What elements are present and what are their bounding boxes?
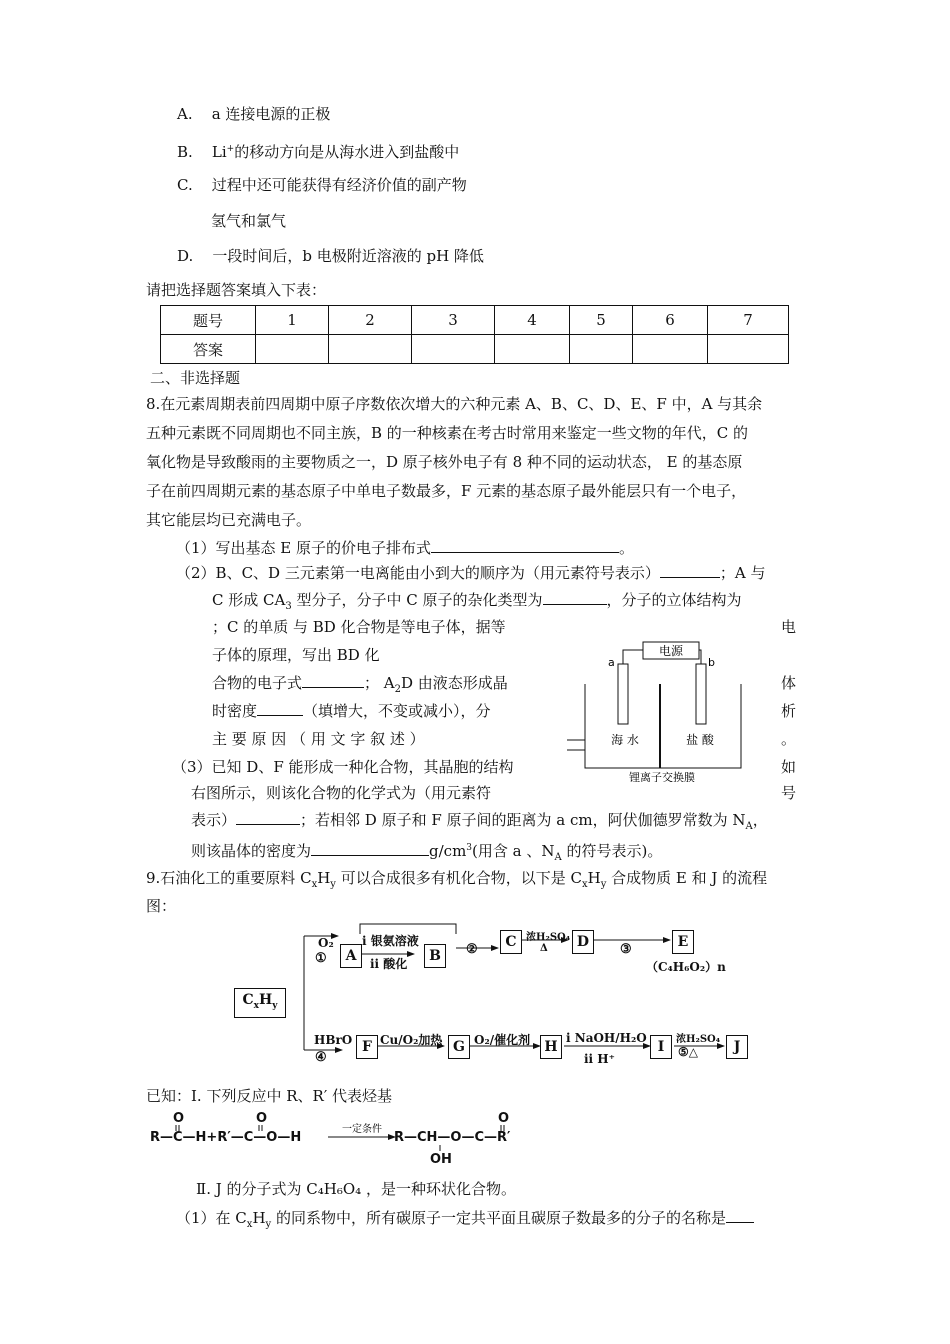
answer-cell-1[interactable] (256, 335, 329, 364)
svg-text:R—C—H+R′—C—O—H: R—C—H+R′—C—O—H (150, 1130, 302, 1145)
table-cell: 1 (256, 306, 329, 335)
q8-part2e-sub: 2 (394, 684, 401, 695)
answer-blank[interactable] (236, 810, 300, 825)
q8-part3d-unit: g/cm (429, 842, 467, 860)
known-ii: Ⅱ. J 的分子式为 C₄H₆O₄ ，是一种环状化合物。 (196, 1180, 516, 1198)
answer-cell-3[interactable] (412, 335, 495, 364)
q8-part3c-end2: ， (752, 811, 768, 829)
answer-cell-5[interactable] (570, 335, 633, 364)
q8-part2f-text: 时密度 (212, 702, 258, 720)
flow-step5: ⑤△ (678, 1045, 698, 1059)
q8-part2a (176, 563, 765, 583)
q8-part3c-sub: A (745, 821, 753, 832)
electrode-b-label: b (708, 656, 715, 669)
q8-line3: 氧化物是导致酸雨的主要物质之一，D 原子核外电子有 8 种不同的运动状态， E 的基态原 (146, 453, 743, 471)
q9-part1-pre: （1）在 C (176, 1209, 247, 1227)
q8-part3c-text: 表示） (191, 811, 237, 829)
flow-box-j: J (726, 1035, 748, 1059)
answer-blank[interactable] (311, 841, 429, 856)
answer-intro: 请把选择题答案填入下表： (146, 281, 327, 299)
q8-part2b-sub: 3 (285, 601, 292, 612)
answer-cell-4[interactable] (495, 335, 570, 364)
q9-line1-end: 合成物质 E 和 J 的流程 (606, 869, 768, 887)
q9-sub-y: y (330, 879, 336, 890)
table-head-number: 题号 (161, 306, 256, 335)
section-heading: 二、非选择题 (150, 369, 241, 387)
q8-part3d-end: (用含 a 、N (472, 842, 555, 860)
q9-line1 (146, 868, 767, 895)
q8-part2g-right: 。 (781, 730, 797, 748)
reaction-equation (150, 1110, 550, 1165)
flow-conc-h2so4: 浓H₂SO₄ (526, 932, 571, 943)
q8-part2d: 子体的原理，写出 BD 化 (212, 646, 380, 664)
flow-step1: ① (315, 951, 327, 966)
q8-part2f-right: 析 (781, 702, 797, 720)
flow-box-e: E (672, 930, 694, 954)
wire-left (623, 650, 643, 664)
q9-sub-y2: y (600, 879, 607, 890)
cell-tank (585, 684, 741, 768)
q8-part3c-end: ；若相邻 D 原子和 F 原子间的距离为 a cm，阿伏伽德罗常数为 N (300, 811, 746, 829)
electrode-a-label: a (608, 656, 615, 669)
q9-h: H (317, 869, 331, 887)
q8-part3c (191, 810, 768, 837)
svg-text:O: O (256, 1111, 268, 1126)
flow-hbro: HBrO (314, 1033, 353, 1047)
svg-text:O: O (173, 1111, 185, 1126)
option-d-text: 一段时间后，b 电极附近溶液的 pH 降低 (212, 247, 484, 265)
q8-part2b (212, 590, 742, 617)
power-label: 电源 (658, 644, 684, 658)
q8-part1-text: （1）写出基态 E 原子的价电子排布式 (176, 539, 432, 557)
q8-part3d-text: 则该晶体的密度为 (191, 842, 312, 860)
flow-box-h: H (540, 1035, 562, 1059)
option-c-text: 过程中还可能获得有经济价值的副产物 (211, 176, 467, 194)
q8-part2a-text: （2）B、C、D 三元素第一电离能由小到大的顺序为（用元素符号表示） (176, 564, 660, 582)
q8-part2f (212, 701, 491, 721)
q8-part3b: 右图所示，则该化合物的化学式为（用元素符 (191, 784, 492, 802)
q9-part1-end: 的同系物中，所有碳原子一定共平面且碳原子数最多的分子的名称是 (271, 1209, 726, 1227)
answer-cell-6[interactable] (633, 335, 708, 364)
flow-ii-h: ii H⁺ (584, 1052, 615, 1066)
svg-text:O: O (498, 1111, 510, 1126)
q8-part1-end: 。 (619, 539, 635, 557)
q8-part2e-right: 体 (781, 674, 797, 692)
option-a-label: A. (177, 105, 193, 123)
left-solution-label: 海 水 (611, 733, 639, 747)
table-cell: 3 (412, 306, 495, 335)
q8-part3a: （3）已知 D、F 能形成一种化合物，其晶胞的结构 (172, 758, 514, 776)
right-solution-label: 盐 酸 (686, 733, 714, 747)
electrode-a (618, 664, 628, 724)
option-c-text2: 氢气和氯气 (211, 212, 287, 230)
flow-step2: ② (466, 942, 478, 957)
table-row (161, 306, 789, 335)
reaction-condition: 一定条件 (342, 1124, 382, 1135)
q8-part2e-text: 合物的电子式 (212, 674, 303, 692)
option-b-sup: + (226, 144, 235, 154)
flow-box-d: D (572, 930, 594, 954)
q8-part2c: ；C 的单质 与 BD 化合物是等电子体，据等 (212, 618, 506, 636)
option-b-text-post: 的移动方向是从海水进入到盐酸中 (234, 143, 460, 161)
flow-acid: ii 酸化 (370, 957, 408, 971)
q8-part2b-end: ，分子的立体结构为 (606, 591, 742, 609)
table-cell: 2 (329, 306, 412, 335)
q8-part3d-end2: 的符号表示)。 (561, 842, 663, 860)
electrolysis-cell-diagram (565, 640, 745, 782)
flow-step3: ③ (620, 942, 632, 957)
flow-box-f: F (356, 1035, 378, 1059)
option-a (177, 104, 330, 124)
flow-box-b: B (424, 944, 446, 968)
q8-line1: 8.在元素周期表前四周期中原子序数依次增大的六种元素 A、B、C、D、E、F 中，A 与其余 (146, 395, 763, 413)
answer-blank[interactable] (431, 538, 619, 553)
flow-e-formula: （C₄H₆O₂）n (646, 960, 726, 974)
answer-cell-2[interactable] (329, 335, 412, 364)
flow-delta: Δ (540, 943, 548, 954)
option-c (177, 175, 467, 195)
q9-line1-pre: 9.石油化工的重要原料 C (146, 869, 312, 887)
option-a-text: a 连接电源的正极 (211, 105, 331, 123)
flow-box-start: $C_xH_y$ (234, 988, 286, 1018)
svg-text:R—CH—O—C—R′: R—CH—O—C—R′ (394, 1130, 511, 1145)
flow-cu-o2: Cu/O₂加热 (380, 1033, 443, 1047)
option-d (177, 246, 484, 266)
flow-naoh: i NaOH/H₂O (566, 1031, 647, 1045)
q8-line4: 子在前四周期元素的基态原子中单电子数最多，F 元素的基态原子最外能层只有一个电子， (146, 482, 747, 500)
option-b-text-pre: Li (211, 143, 227, 161)
q8-line2: 五种元素既不同周期也不同主族，B 的一种核素在考古时常用来鉴定一些文物的年代，C 的 (146, 424, 749, 442)
q8-part1 (176, 538, 634, 558)
q8-part2b-pre: C 形成 CA (212, 591, 286, 609)
svg-text:OH: OH (430, 1152, 452, 1165)
flow-o2: O₂ (318, 936, 334, 950)
known-title: 已知：Ⅰ. 下列反应中 R、R′ 代表烃基 (146, 1087, 392, 1105)
q8-part3a-right: 如 (781, 758, 797, 776)
q8-part3b-right: 号 (781, 784, 797, 802)
option-d-label: D. (177, 247, 194, 265)
option-b (177, 139, 459, 162)
answer-blank[interactable] (660, 563, 720, 578)
q8-part2b-mid: 型分子，分子中 C 原子的杂化类型为 (291, 591, 543, 609)
q8-part2a-end: ；A 与 (719, 564, 766, 582)
table-cell: 6 (633, 306, 708, 335)
q9-line1-mid: 可以合成很多有机化合物，以下是 C (335, 869, 582, 887)
table-row (161, 335, 789, 364)
q9-h2: H (587, 869, 601, 887)
q9-line2: 图： (146, 897, 177, 915)
q8-part2c-right: 电 (781, 618, 797, 636)
table-cell: 5 (570, 306, 633, 335)
answer-blank[interactable] (543, 590, 607, 605)
q8-line5: 其它能层均已充满电子。 (146, 511, 312, 529)
flow-box-c: C (500, 930, 522, 954)
flow-silver: i 银氨溶液 (362, 934, 419, 948)
table-cell: 4 (495, 306, 570, 335)
flow-box-a: A (340, 944, 362, 968)
q8-part2g: 主 要 原 因 （ 用 文 字 叙 述 ） (212, 730, 425, 748)
q9-sub-x2: x (581, 879, 588, 890)
q9-part1-h: H (252, 1209, 266, 1227)
q9-part1 (176, 1208, 754, 1235)
q9-part1-sub-y: y (265, 1219, 272, 1230)
electrode-b (696, 664, 706, 724)
q8-part2e-end: D 由液态形成晶 (401, 674, 508, 692)
answer-table (160, 305, 789, 364)
option-b-label: B. (177, 143, 193, 161)
q8-part3d-sup: 3 (466, 843, 473, 853)
table-cell: 7 (708, 306, 789, 335)
membrane-label: 锂离子交换膜 (629, 771, 695, 782)
answer-blank[interactable] (302, 673, 364, 688)
q9-part1-sub-x: x (246, 1219, 253, 1230)
q8-part3d-sub: A (554, 852, 562, 863)
flow-conc-h2so4-2: 浓H₂SO₄ (676, 1034, 721, 1045)
flow-step4: ④ (315, 1050, 327, 1065)
q8-part2e (212, 673, 508, 700)
q8-part2e-mid: ； A (364, 674, 395, 692)
q8-part3d (191, 838, 662, 868)
answer-cell-7[interactable] (708, 335, 789, 364)
flow-o2-cat: O₂/催化剂 (474, 1033, 531, 1047)
answer-blank[interactable] (257, 701, 303, 716)
flow-box-g: G (448, 1035, 470, 1059)
flow-box-i: I (650, 1035, 672, 1059)
q9-sub-x: x (311, 879, 318, 890)
q8-part2f-end: （填增大，不变或减小），分 (303, 702, 491, 720)
option-c-label: C. (177, 176, 193, 194)
table-head-answer: 答案 (161, 335, 256, 364)
answer-blank[interactable] (726, 1208, 754, 1223)
